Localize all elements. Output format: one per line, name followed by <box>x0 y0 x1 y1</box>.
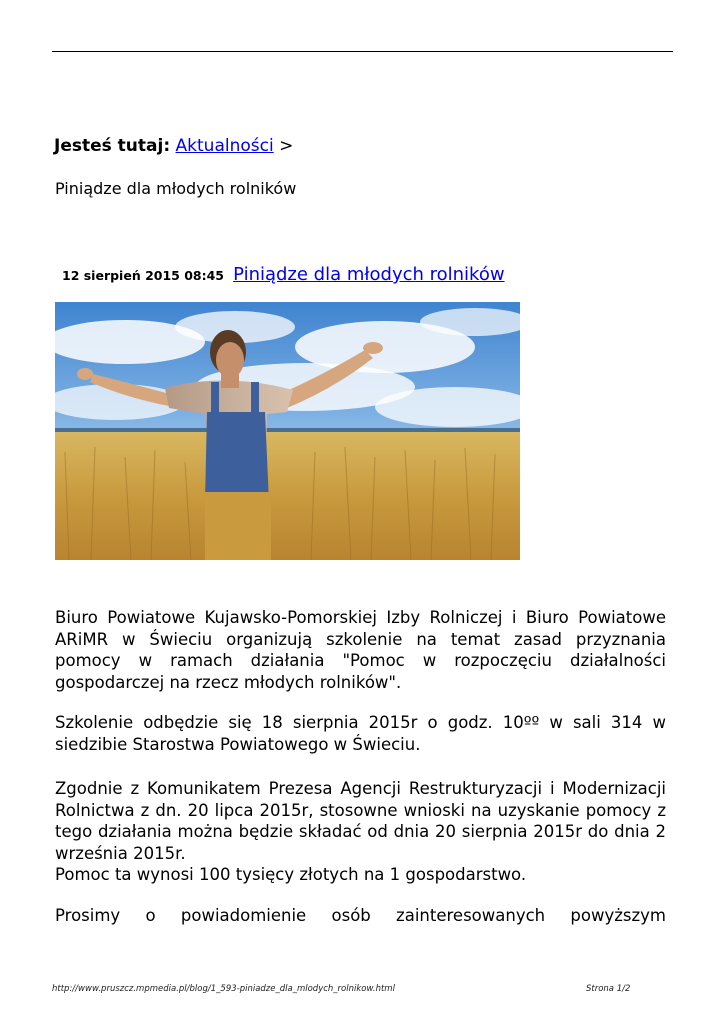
article-header <box>62 264 505 285</box>
article-paragraph-group <box>55 778 666 886</box>
article-date: 12 sierpień 2015 08:45 <box>62 268 225 283</box>
breadcrumb-prefix: Jesteś tutaj: <box>54 136 171 156</box>
article-paragraph: Prosimy o powiadomienie osób zainteresowanych powyższym <box>55 906 666 925</box>
breadcrumb-link-aktualnosci[interactable]: Aktualności <box>175 136 274 156</box>
breadcrumb-separator: > <box>279 136 294 156</box>
article-paragraph: Pomoc ta wynosi 100 tysięcy złotych na 1 gospodarstwo. <box>55 865 527 884</box>
article-title-link[interactable]: Piniądze dla młodych rolników <box>233 264 505 285</box>
article-photo <box>55 302 520 560</box>
page-title: Piniądze dla młodych rolników <box>55 179 297 198</box>
article-paragraph: Biuro Powiatowe Kujawsko-Pomorskiej Izby Rolniczej i Biuro Powiatowe ARiMR w Świeciu organizują szkolenie na temat zasad przyznania pomocy w ramach działania "Pomoc w rozpoczęciu działalności gospodarczej na rzecz młodych rolników". <box>55 608 666 692</box>
footer-url: http://www.pruszcz.mpmedia.pl/blog/1_593-piniadze_dla_mlodych_rolnikow.html <box>52 984 395 994</box>
article-paragraph: Szkolenie odbędzie się 18 sierpnia 2015r o godz. 10ºº w sali 314 w siedzibie Starostwa Powiatowego w Świeciu. <box>55 713 666 754</box>
breadcrumb <box>54 135 293 157</box>
article-paragraph: Zgodnie z Komunikatem Prezesa Agencji Restrukturyzacji i Modernizacji Rolnictwa z dn. 20 lipca 2015r, stosowne wnioski na uzyskanie pomocy z tego działania można będzie składać od dnia 20 sierpnia 2015r do dnia 2 września 2015r. <box>55 779 666 863</box>
footer-page-number: Strona 1/2 <box>586 984 631 994</box>
header-rule <box>52 51 673 52</box>
